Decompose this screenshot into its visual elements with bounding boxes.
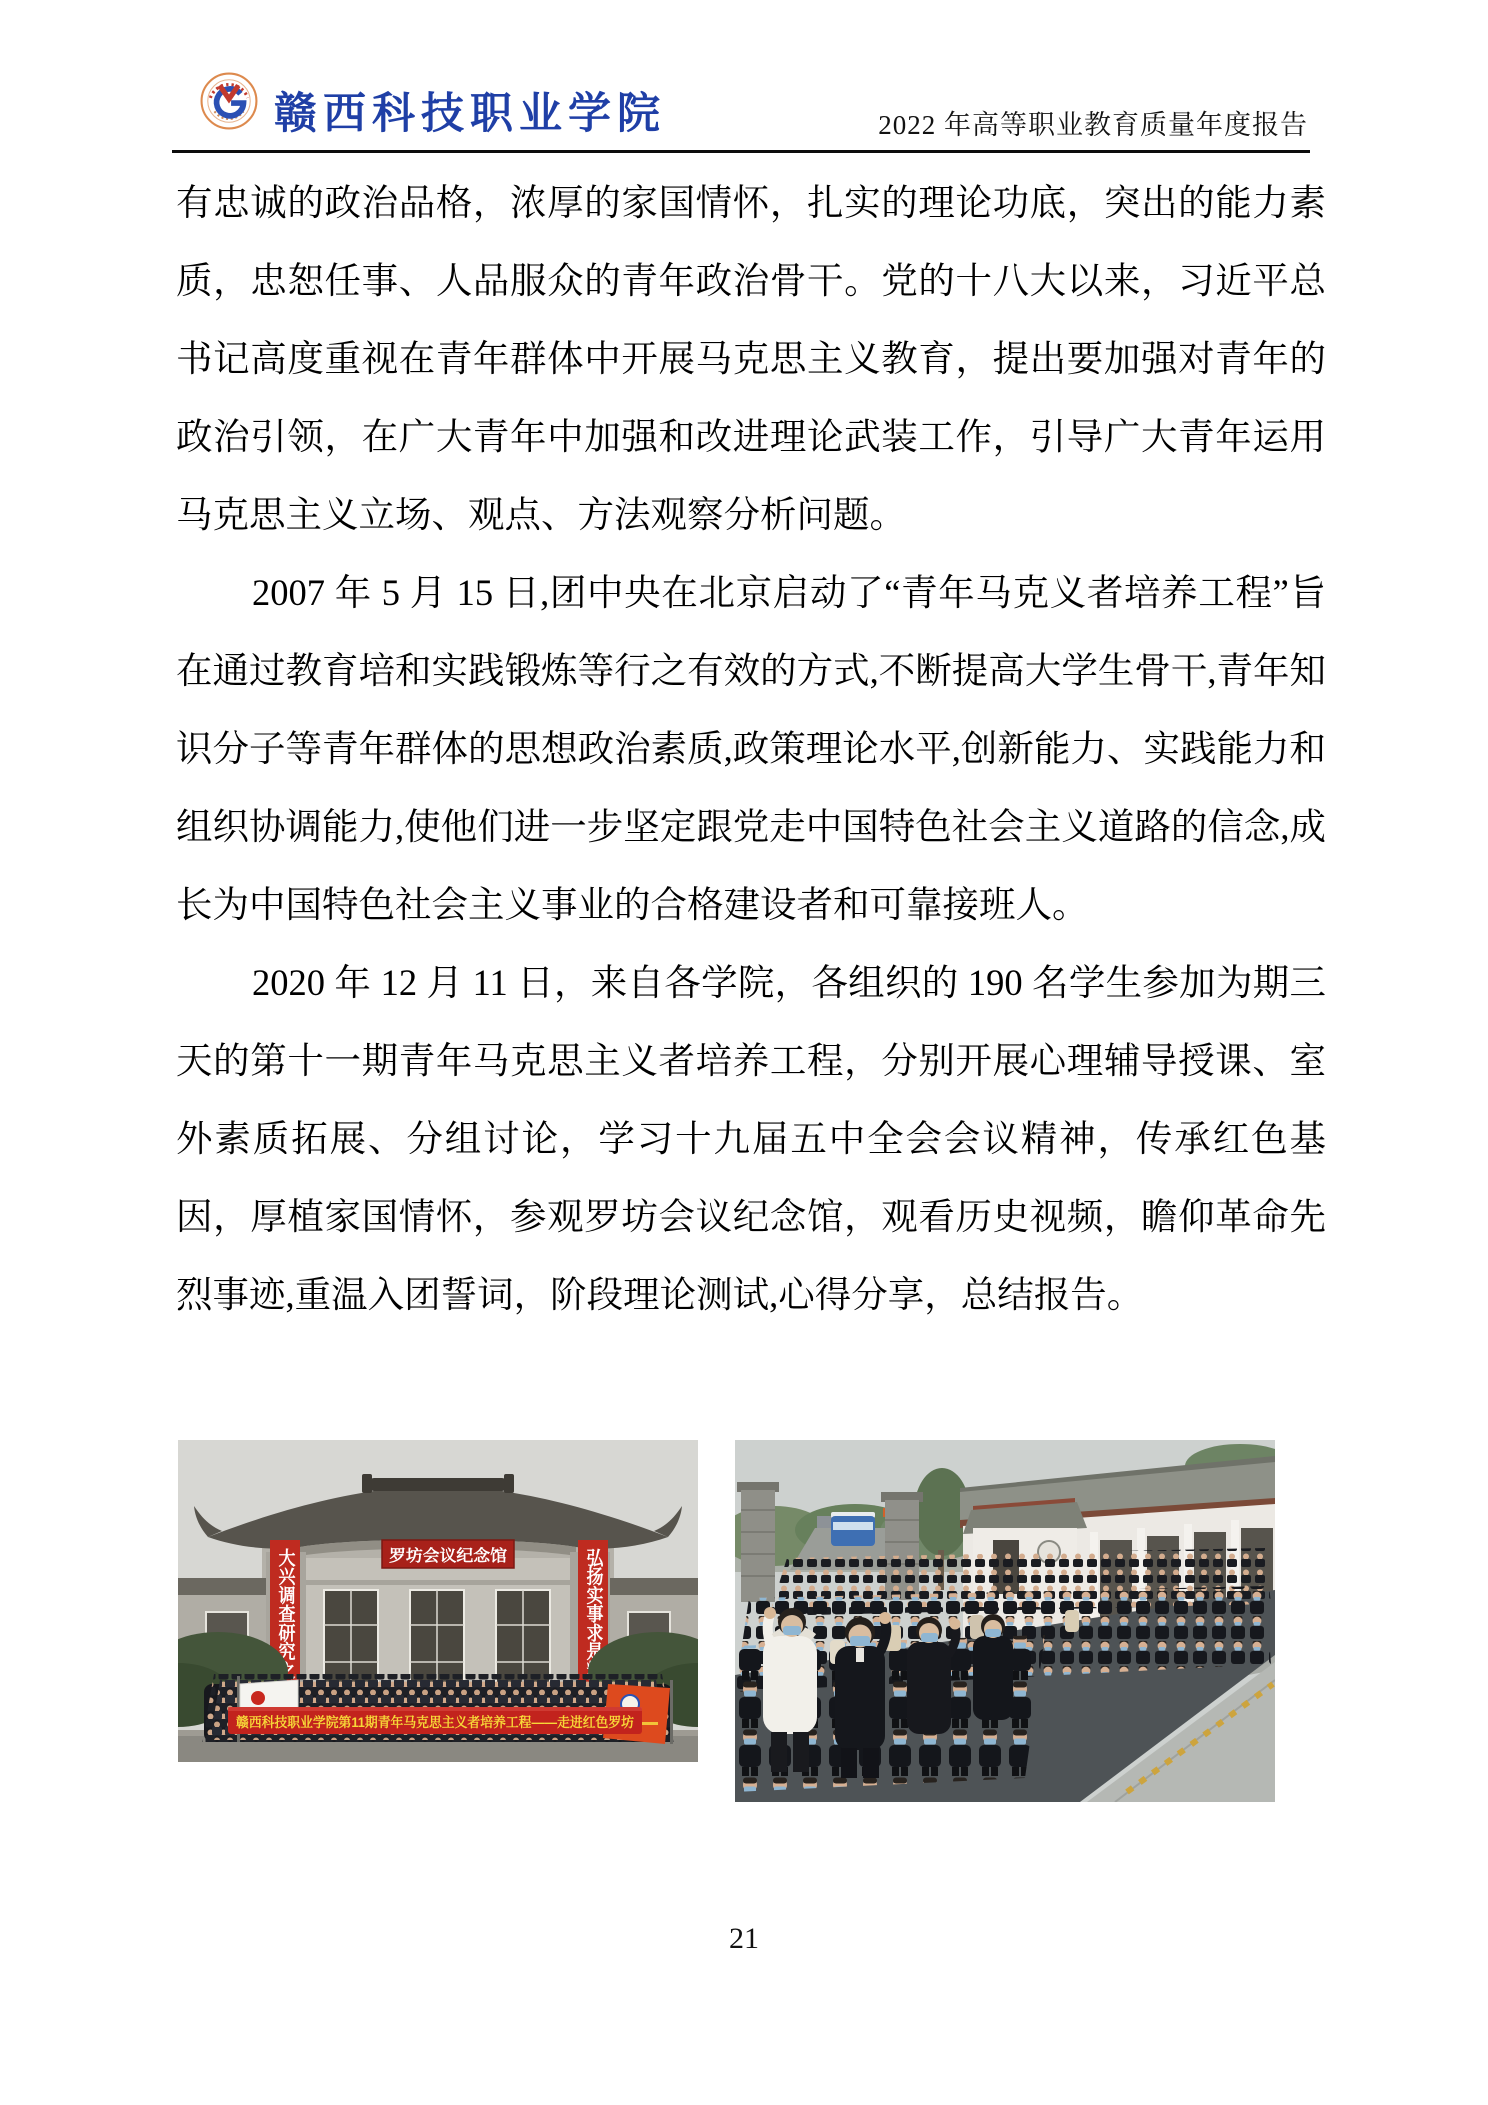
vertical-banner-right-text: 弘扬实事求是精神 bbox=[583, 1548, 603, 1684]
photo-memorial-group bbox=[178, 1440, 698, 1762]
vertical-banner-left-text: 大兴调查研究之风 bbox=[275, 1548, 295, 1684]
group-photo-banner bbox=[228, 1707, 656, 1734]
paragraph-2: 2007 年 5 月 15 日,团中央在北京启动了“青年马克义者培养工程”旨在通过教育培和实践锻炼等行之有效的方式,不断提高大学生骨干,青年知识分子等青年群体的思想政治素质,政策理论水平,创新能力、实践能力和组织协调能力,使他们进一步坚定跟党走中国特色社会主义道路的信念,成长为中国特色社会主义事业的合格建设者和可靠接班人。 bbox=[176, 572, 1326, 925]
oath-ceremony-photo bbox=[735, 1440, 1275, 1802]
page-header bbox=[172, 56, 1310, 153]
bus bbox=[831, 1512, 875, 1546]
photo-oath-ceremony bbox=[735, 1440, 1275, 1802]
group-photo-banner-text: 赣西科技职业学院第11期青年马克思主义者培养工程——走进红色罗坊 bbox=[236, 1715, 656, 1730]
memorial-group-photo bbox=[178, 1440, 698, 1762]
school-name: 赣西科技职业学院 bbox=[274, 91, 666, 138]
plaque-text: 罗坊会议纪念馆 bbox=[389, 1548, 502, 1565]
report-title: 2022 年高等职业教育质量年度报告 bbox=[878, 110, 1308, 140]
page-number: 21 bbox=[729, 1922, 759, 1955]
memorial-hall-plaque bbox=[382, 1540, 514, 1568]
body-text bbox=[176, 164, 1326, 1334]
photo-row bbox=[178, 1440, 1328, 1802]
paragraph-1: 有忠诚的政治品格，浓厚的家国情怀，扎实的理论功底，突出的能力素质，忠恕任事、人品服众的青年政治骨干。党的十八大以来，习近平总书记高度重视在青年群体中开展马克思主义教育，提出要加强对青年的政治引领，在广大青年中加强和改进理论武装工作，引导广大青年运用马克思主义立场、观点、方法观察分析问题。 bbox=[176, 182, 1326, 535]
school-logo-icon bbox=[200, 72, 258, 130]
paragraph-3: 2020 年 12 月 11 日，来自各学院，各组织的 190 名学生参加为期三天的第十一期青年马克思主义者培养工程，分别开展心理辅导授课、室外素质拓展、分组讨论，学习十九届五中全会会议精神，传承红色基因，厚植家国情怀，参观罗坊会议纪念馆，观看历史视频，瞻仰革命先烈事迹,重温入团誓词，阶段理论测试,心得分享，总结报告。 bbox=[176, 962, 1326, 1315]
